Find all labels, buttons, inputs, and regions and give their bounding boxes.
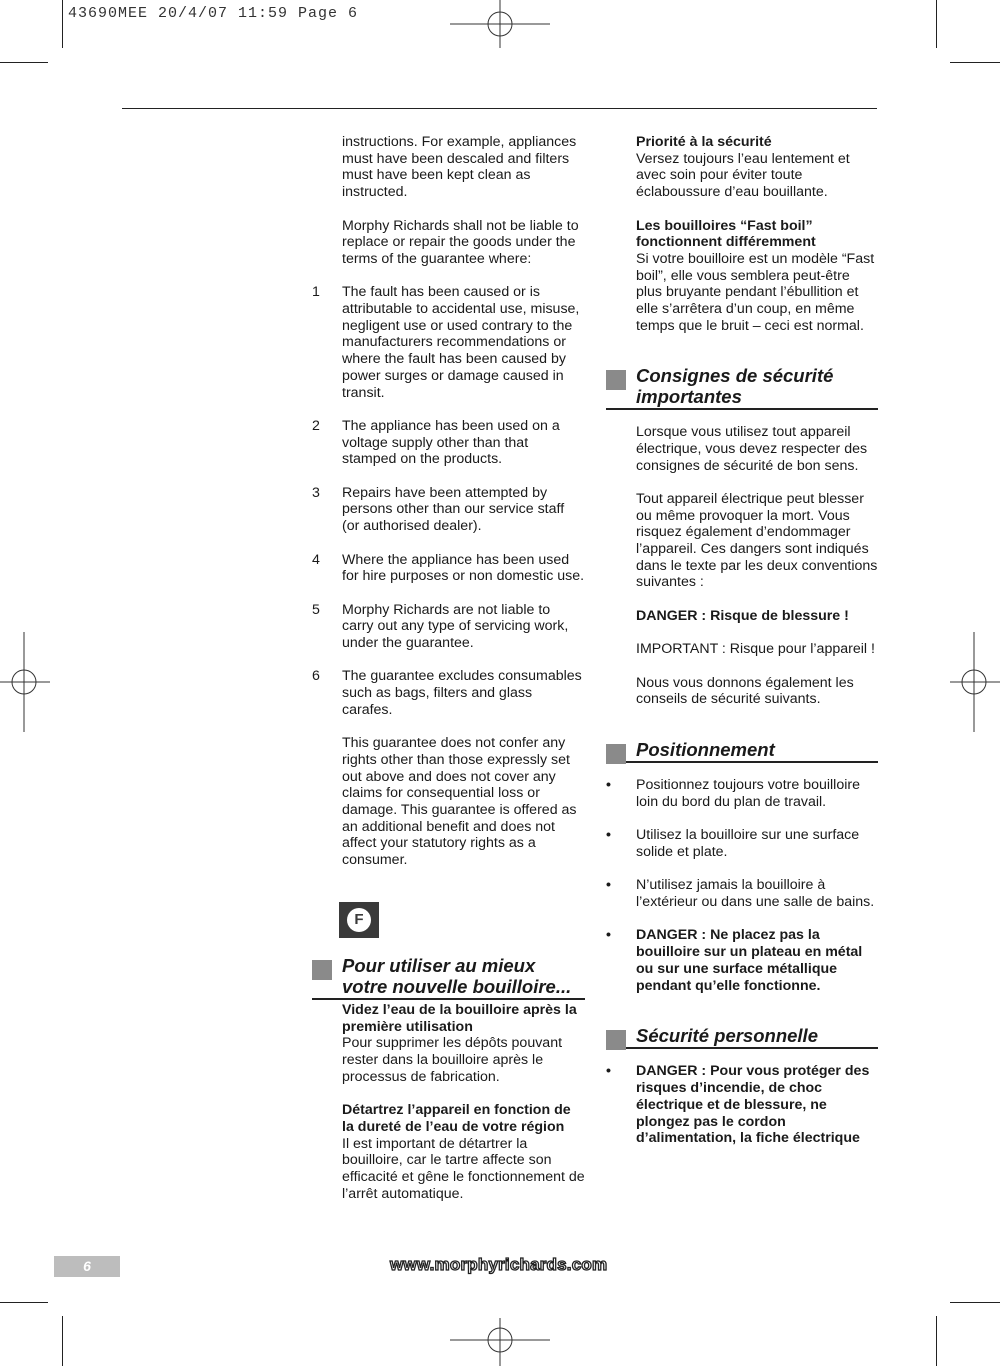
list-number: 3 — [312, 484, 320, 501]
registration-mark — [448, 0, 552, 50]
list-number: 5 — [312, 601, 320, 618]
list-number: 6 — [312, 668, 320, 685]
crop-mark — [950, 62, 1000, 63]
list-text: Morphy Richards are not liable to carry out any type of servicing work, under the guarantee. — [342, 601, 569, 651]
crop-mark — [62, 0, 63, 48]
section-heading — [606, 1026, 878, 1050]
section-title: Positionnement — [636, 738, 775, 760]
bullet-item — [606, 777, 878, 810]
crop-mark — [936, 1316, 937, 1366]
crop-mark — [936, 0, 937, 48]
subheading: Les bouilloires “Fast boil” fonctionnent différemment — [636, 217, 816, 251]
list-item — [312, 668, 585, 718]
bullet-text: Positionnez toujours votre bouilloire loin du bord du plan de travail. — [636, 777, 860, 810]
crop-mark — [950, 1302, 1000, 1303]
bullet: • — [606, 777, 611, 794]
bullet-text: DANGER : Ne placez pas la bouilloire sur un plateau en métal ou sur une surface métallique pendant qu’elle fonctionne. — [636, 927, 863, 994]
bullet-item — [606, 877, 878, 911]
registration-mark — [950, 632, 1000, 732]
print-slug: 43690MEE 20/4/07 11:59 Page 6 — [68, 5, 359, 22]
page-number: 6 — [54, 1256, 120, 1277]
paragraph: Nous vous donnons également les conseils de sécurité suivants. — [636, 674, 854, 708]
bullet-text: DANGER : Pour vous protéger des risques d’incendie, de choc électrique et de blessure, ne plongez pas le cordon d’alimentation, la fiche électrique — [636, 1063, 870, 1147]
bullet-item — [606, 1063, 878, 1147]
paragraph-text: Versez toujours l’eau lentement et avec soin pour éviter toute éclaboussure d’eau bouillante. — [636, 150, 850, 201]
paragraph — [342, 1102, 585, 1202]
paragraph — [342, 1002, 585, 1086]
list-number: 2 — [312, 417, 320, 434]
list-number: 4 — [312, 551, 320, 568]
top-rule — [122, 108, 877, 109]
language-badge-letter: F — [347, 908, 371, 932]
paragraph — [636, 218, 878, 335]
registration-mark — [448, 1316, 552, 1366]
crop-mark — [0, 62, 48, 63]
list-item — [312, 601, 585, 652]
bullet: • — [606, 927, 611, 944]
section-title: Sécurité personnelle — [636, 1024, 818, 1046]
list-text: The fault has been caused or is attributable to accidental use, misuse, negligent use or used contrary to the manufacturers recommendations or where the fault has been caused by power surges or damage caused in transit. — [342, 284, 580, 401]
subheading: Priorité à la sécurité — [636, 134, 772, 150]
paragraph: Tout appareil électrique peut blesser ou même provoquer la mort. Vous risquez également d’endommager l’appareil. Ces dangers sont indiqués dans le texte par les deux conventions suivantes : — [636, 490, 878, 591]
paragraph: Lorsque vous utilisez tout appareil électrique, vous devez respecter des consignes de sécurité de bon sens. — [636, 424, 868, 474]
paragraph-text: Il est important de détartrer la bouilloire, car le tartre affecte son efficacité et gêne le fonctionnement de l’arrêt automatique. — [342, 1135, 585, 1202]
intro-paragraph: Morphy Richards shall not be liable to replace or repair the goods under the terms of the guarantee where: — [342, 217, 579, 267]
website-url: www.morphyrichards.com — [390, 1255, 608, 1274]
important-convention: IMPORTANT : Risque pour l’appareil ! — [636, 641, 875, 658]
danger-convention: DANGER : Risque de blessure ! — [636, 607, 849, 624]
bullet-text: Utilisez la bouilloire sur une surface solide et plate. — [636, 827, 860, 860]
subheading: Détartrez l’appareil en fonction de la dureté de l’eau de votre région — [342, 1102, 571, 1135]
crop-mark — [0, 1302, 48, 1303]
list-text: The guarantee excludes consumables such as bags, filters and glass carafes. — [342, 668, 582, 718]
bullet: • — [606, 1063, 611, 1080]
list-number: 1 — [312, 284, 320, 301]
list-item — [312, 551, 585, 585]
subheading: Videz l’eau de la bouilloire après la première utilisation — [342, 1002, 577, 1035]
registration-mark — [0, 632, 50, 732]
section-heading — [606, 366, 878, 410]
intro-paragraph: instructions. For example, appliances must have been descaled and filters must have been kept clean as instructed. — [342, 134, 577, 201]
left-french-section — [342, 956, 585, 1219]
section-heading — [312, 956, 585, 1000]
list-text: Where the appliance has been used for hire purposes or non domestic use. — [342, 551, 585, 585]
bullet-text: N’utilisez jamais la bouilloire à l’extérieur ou dans une salle de bains. — [636, 877, 875, 911]
right-column — [606, 134, 878, 1164]
list-text: The appliance has been used on a voltage supply other than that stamped on the products. — [342, 417, 560, 468]
bullet-item — [606, 827, 878, 860]
bullet: • — [606, 827, 611, 844]
bullet-item — [606, 927, 878, 994]
guarantee-closing: This guarantee does not confer any rights other than those expressly set out above and does not cover any claims for consequential loss or damage. This guarantee is offered as an additional benefit and does not affect your statutory rights as a consumer. — [342, 735, 577, 869]
section-heading — [606, 740, 878, 764]
list-item — [312, 417, 585, 468]
left-column — [312, 134, 585, 886]
crop-mark — [62, 1316, 63, 1366]
list-item — [312, 484, 585, 535]
paragraph-text: Si votre bouilloire est un modèle “Fast boil”, elle vous semblera peut-être plus bruyante pendant l’ébullition et elle s’arrêtera d’un coup, en même temps que le bruit – ceci est normal. — [636, 250, 875, 334]
section-marker — [606, 370, 626, 390]
bullet: • — [606, 877, 611, 894]
section-title: Pour utiliser au mieux votre nouvelle bouilloire... — [342, 955, 572, 997]
list-text: Repairs have been attempted by persons other than our service staff (or authorised dealer). — [342, 484, 565, 535]
paragraph-text: Pour supprimer les dépôts pouvant rester dans la bouilloire après le processus de fabrication. — [342, 1035, 563, 1085]
section-marker — [312, 960, 332, 980]
section-title: Consignes de sécurité importantes — [636, 365, 834, 407]
section-marker — [606, 1030, 626, 1050]
list-item — [312, 284, 585, 401]
paragraph — [636, 134, 878, 201]
language-badge — [339, 902, 379, 938]
section-marker — [606, 744, 626, 764]
